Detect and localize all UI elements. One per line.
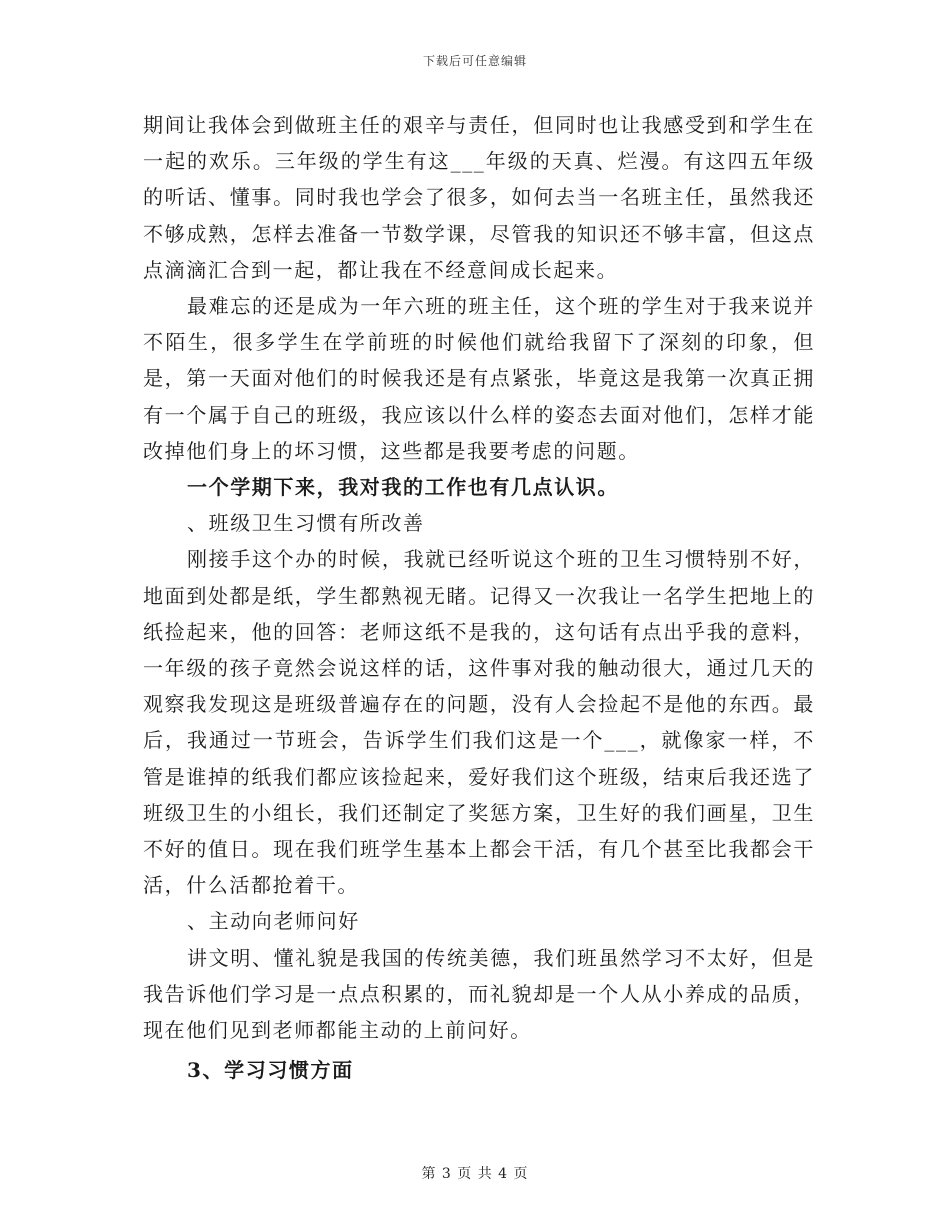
page-footer: 第 3 页 共 4 页 [421,1166,529,1182]
document-body [143,107,815,1088]
paragraph-2: 最难忘的还是成为一年六班的班主任，这个班的学生对于我来说并不陌生，很多学生在学前班的时候他们就给我留下了深刻的印象，但是，第一天面对他们的时候我还是有点紧张，毕竟这是我第一次真正拥有一个属于自己的班级，我应该以什么样的姿态去面对他们，怎样才能改掉他们身上的坏习惯，这些都是我要考虑的问题。 [143,294,815,463]
page-header: 下载后可任意编辑 [422,54,527,68]
subheading-study-habits: 3、学习习惯方面 [187,1058,354,1083]
subheading-greeting: 、主动向老师问好 [187,909,360,934]
subheading-hygiene: 、班级卫生习惯有所改善 [187,511,425,536]
paragraph-greeting: 讲文明、懂礼貌是我国的传统美德，我们班虽然学习不太好，但是我告诉他们学习是一点点积累的，而礼貌却是一个人从小养成的品质，现在他们见到老师都能主动的上前问好。 [143,945,815,1043]
paragraph-1: 期间让我体会到做班主任的艰辛与责任，但同时也让我感受到和学生在一起的欢乐。三年级的学生有这___年级的天真、烂漫。有这四五年级的听话、懂事。同时我也学会了很多，如何去当一名班主任，虽然我还不够成熟，怎样去准备一节数学课，尽管我的知识还不够丰富，但这点点滴滴汇合到一起，都让我在不经意间成长起来。 [143,113,815,282]
paragraph-hygiene: 刚接手这个办的时候，我就已经听说这个班的卫生习惯特别不好，地面到处都是纸，学生都熟视无睹。记得又一次我让一名学生把地上的纸捡起来，他的回答：老师这纸不是我的，这句话有点出乎我的意料，一年级的孩子竟然会说这样的话，这件事对我的触动很大，通过几天的观察我发现这是班级普遍存在的问题，没有人会捡起不是他的东西。最后，我通过一节班会，告诉学生们我们这是一个___，就像家一样，不管是谁掉的纸我们都应该捡起来，爱好我们这个班级，结束后我还选了班级卫生的小组长，我们还制定了奖惩方案，卫生好的我们画星，卫生不好的值日。现在我们班学生基本上都会干活，有几个甚至比我都会干活，什么活都抢着干。 [143,547,815,898]
section-heading-recognition: 一个学期下来，我对我的工作也有几点认识。 [187,475,619,500]
